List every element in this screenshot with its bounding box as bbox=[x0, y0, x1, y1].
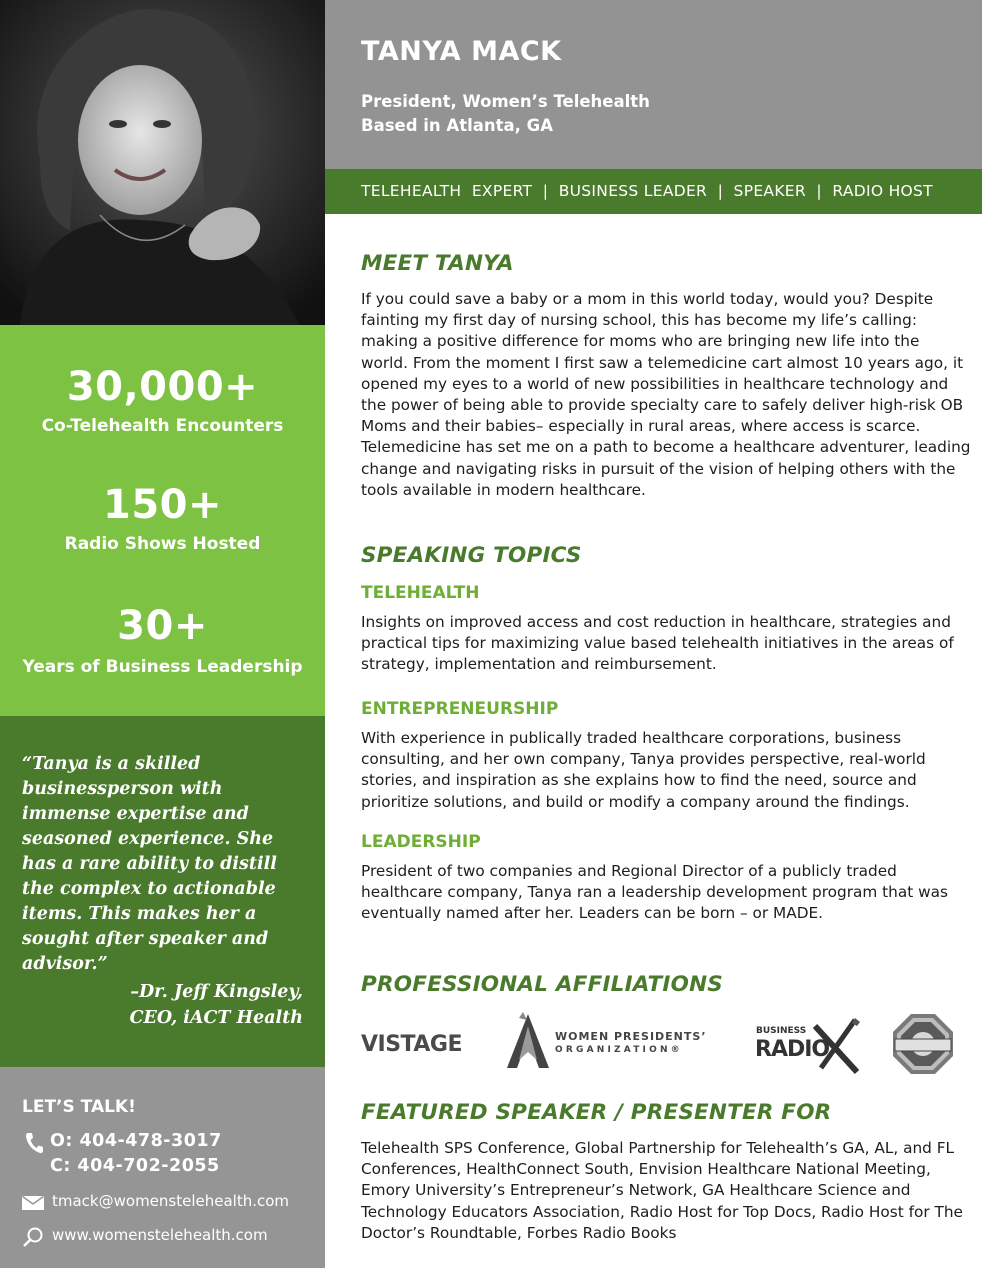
name-header bbox=[325, 0, 982, 169]
testimonial-author bbox=[130, 979, 303, 1031]
stat-value: 150+ bbox=[102, 482, 222, 528]
meet-heading: MEET TANYA bbox=[361, 251, 514, 276]
stat-label: Radio Shows Hosted bbox=[64, 534, 261, 554]
magnifier-icon bbox=[22, 1226, 44, 1248]
topic-title-leadership: LEADERSHIP bbox=[361, 832, 481, 852]
cell-phone[interactable]: C: 404-702-2055 bbox=[50, 1156, 220, 1176]
x-mark-icon bbox=[811, 1018, 861, 1074]
stat-radio-shows bbox=[0, 481, 325, 555]
topic-title-entrepreneurship: ENTREPRENEURSHIP bbox=[361, 699, 559, 719]
stat-label: Co-Telehealth Encounters bbox=[41, 416, 284, 436]
topic-body-telehealth: Insights on improved access and cost reduction in healthcare, strategies and practical tips for maximizing value based telehealth initiatives in the areas of strategy, implementation and reimbursement. bbox=[361, 613, 954, 674]
wpo-name-line1: WOMEN PRESIDENTS’ bbox=[555, 1030, 707, 1043]
business-radio-x-logo bbox=[753, 1018, 853, 1076]
website-link[interactable]: www.womenstelehealth.com bbox=[52, 1226, 268, 1244]
person-role bbox=[361, 90, 650, 138]
author-name: –Dr. Jeff Kingsley, bbox=[130, 982, 303, 1002]
topic-body-leadership: President of two companies and Regional Director of a publicly traded healthcare company, Tanya ran a leadership development program that was eventually named after her. Leaders can be born – or MADE. bbox=[361, 862, 948, 923]
featured-body: Telehealth SPS Conference, Global Partnership for Telehealth’s GA, AL, and FL Conferences, HealthConnect South, Envision Healthcare National Meeting, Emory University’s Entrepreneur’s Network, GA Healthcare Science and Technology Educators Association, Radio Host for Top Docs, Radio Host for The Doctor’s Roundtable, Forbes Radio Books bbox=[361, 1139, 963, 1242]
wpo-logo bbox=[503, 1010, 713, 1076]
wpo-name-line2: ORGANIZATION® bbox=[555, 1045, 683, 1055]
office-phone[interactable]: O: 404-478-3017 bbox=[50, 1131, 222, 1151]
testimonial-text: “Tanya is a skilled businessperson with immense expertise and seasoned experience. She has a rare ability to distill the complex to actionable items. This makes her a sought after speaker and advisor.” bbox=[22, 754, 277, 974]
portrait-illustration bbox=[0, 0, 325, 325]
ohio-state-logo bbox=[891, 1012, 955, 1076]
speaking-heading: SPEAKING TOPICS bbox=[361, 543, 582, 568]
radio-logo-small: BUSINESS bbox=[756, 1026, 807, 1036]
email-link[interactable]: tmack@womenstelehealth.com bbox=[52, 1192, 290, 1210]
stat-label: Years of Business Leadership bbox=[22, 657, 303, 677]
expertise-tags: TELEHEALTH EXPERT | BUSINESS LEADER | SPEAKER | RADIO HOST bbox=[361, 182, 933, 200]
stats-panel bbox=[0, 325, 325, 716]
expertise-bar bbox=[325, 169, 982, 214]
left-sidebar bbox=[0, 0, 325, 1268]
envelope-icon bbox=[22, 1196, 44, 1210]
contact-panel bbox=[0, 1067, 325, 1268]
author-title: CEO, iACT Health bbox=[129, 1008, 303, 1028]
stat-encounters bbox=[0, 363, 325, 437]
meet-body: If you could save a baby or a mom in this world today, would you? Despite fainting my first day of nursing school, this has become my life’s calling: making a positive difference for moms who are bringing new life into the world. From the moment I first saw a telemedicine cart almost 10 years ago, it opened my eyes to a world of new possibilities in healthcare technology and the power of being able to provide specialty care to safely deliver high-risk OB Moms and their babies– especially in rural areas, where access is scarce. Telemedicine has set me on a path to become a healthcare adventurer, leading change and navigating risks in pursuit of the vision of helping others with the tools available in modern healthcare. bbox=[361, 290, 971, 499]
contact-title: LET’S TALK! bbox=[22, 1097, 136, 1117]
stat-leadership-years bbox=[0, 602, 325, 678]
stat-value: 30,000+ bbox=[66, 364, 259, 410]
person-name: TANYA MACK bbox=[361, 36, 562, 67]
topic-title-telehealth: TELEHEALTH bbox=[361, 583, 480, 603]
phone-icon bbox=[24, 1131, 44, 1155]
affiliation-logos bbox=[361, 1010, 961, 1076]
profile-photo bbox=[0, 0, 325, 325]
testimonial-panel bbox=[0, 716, 325, 1067]
role-location: Based in Atlanta, GA bbox=[361, 116, 553, 135]
vistage-logo: VISTAGE bbox=[361, 1032, 462, 1057]
role-title: President, Women’s Telehealth bbox=[361, 92, 650, 111]
featured-heading: FEATURED SPEAKER / PRESENTER FOR bbox=[361, 1100, 832, 1125]
topic-body-entrepreneurship: With experience in publically traded healthcare corporations, business consulting, and her own company, Tanya provides perspective, real-world stories, and inspiration as she explains how to find the need, source and prioritize solutions, and build or modify a company around the findings. bbox=[361, 729, 926, 811]
radio-logo-big: RADIO bbox=[755, 1037, 830, 1062]
affiliations-heading: PROFESSIONAL AFFILIATIONS bbox=[361, 972, 723, 997]
stat-value: 30+ bbox=[117, 603, 208, 649]
wpo-star-icon bbox=[503, 1012, 553, 1072]
